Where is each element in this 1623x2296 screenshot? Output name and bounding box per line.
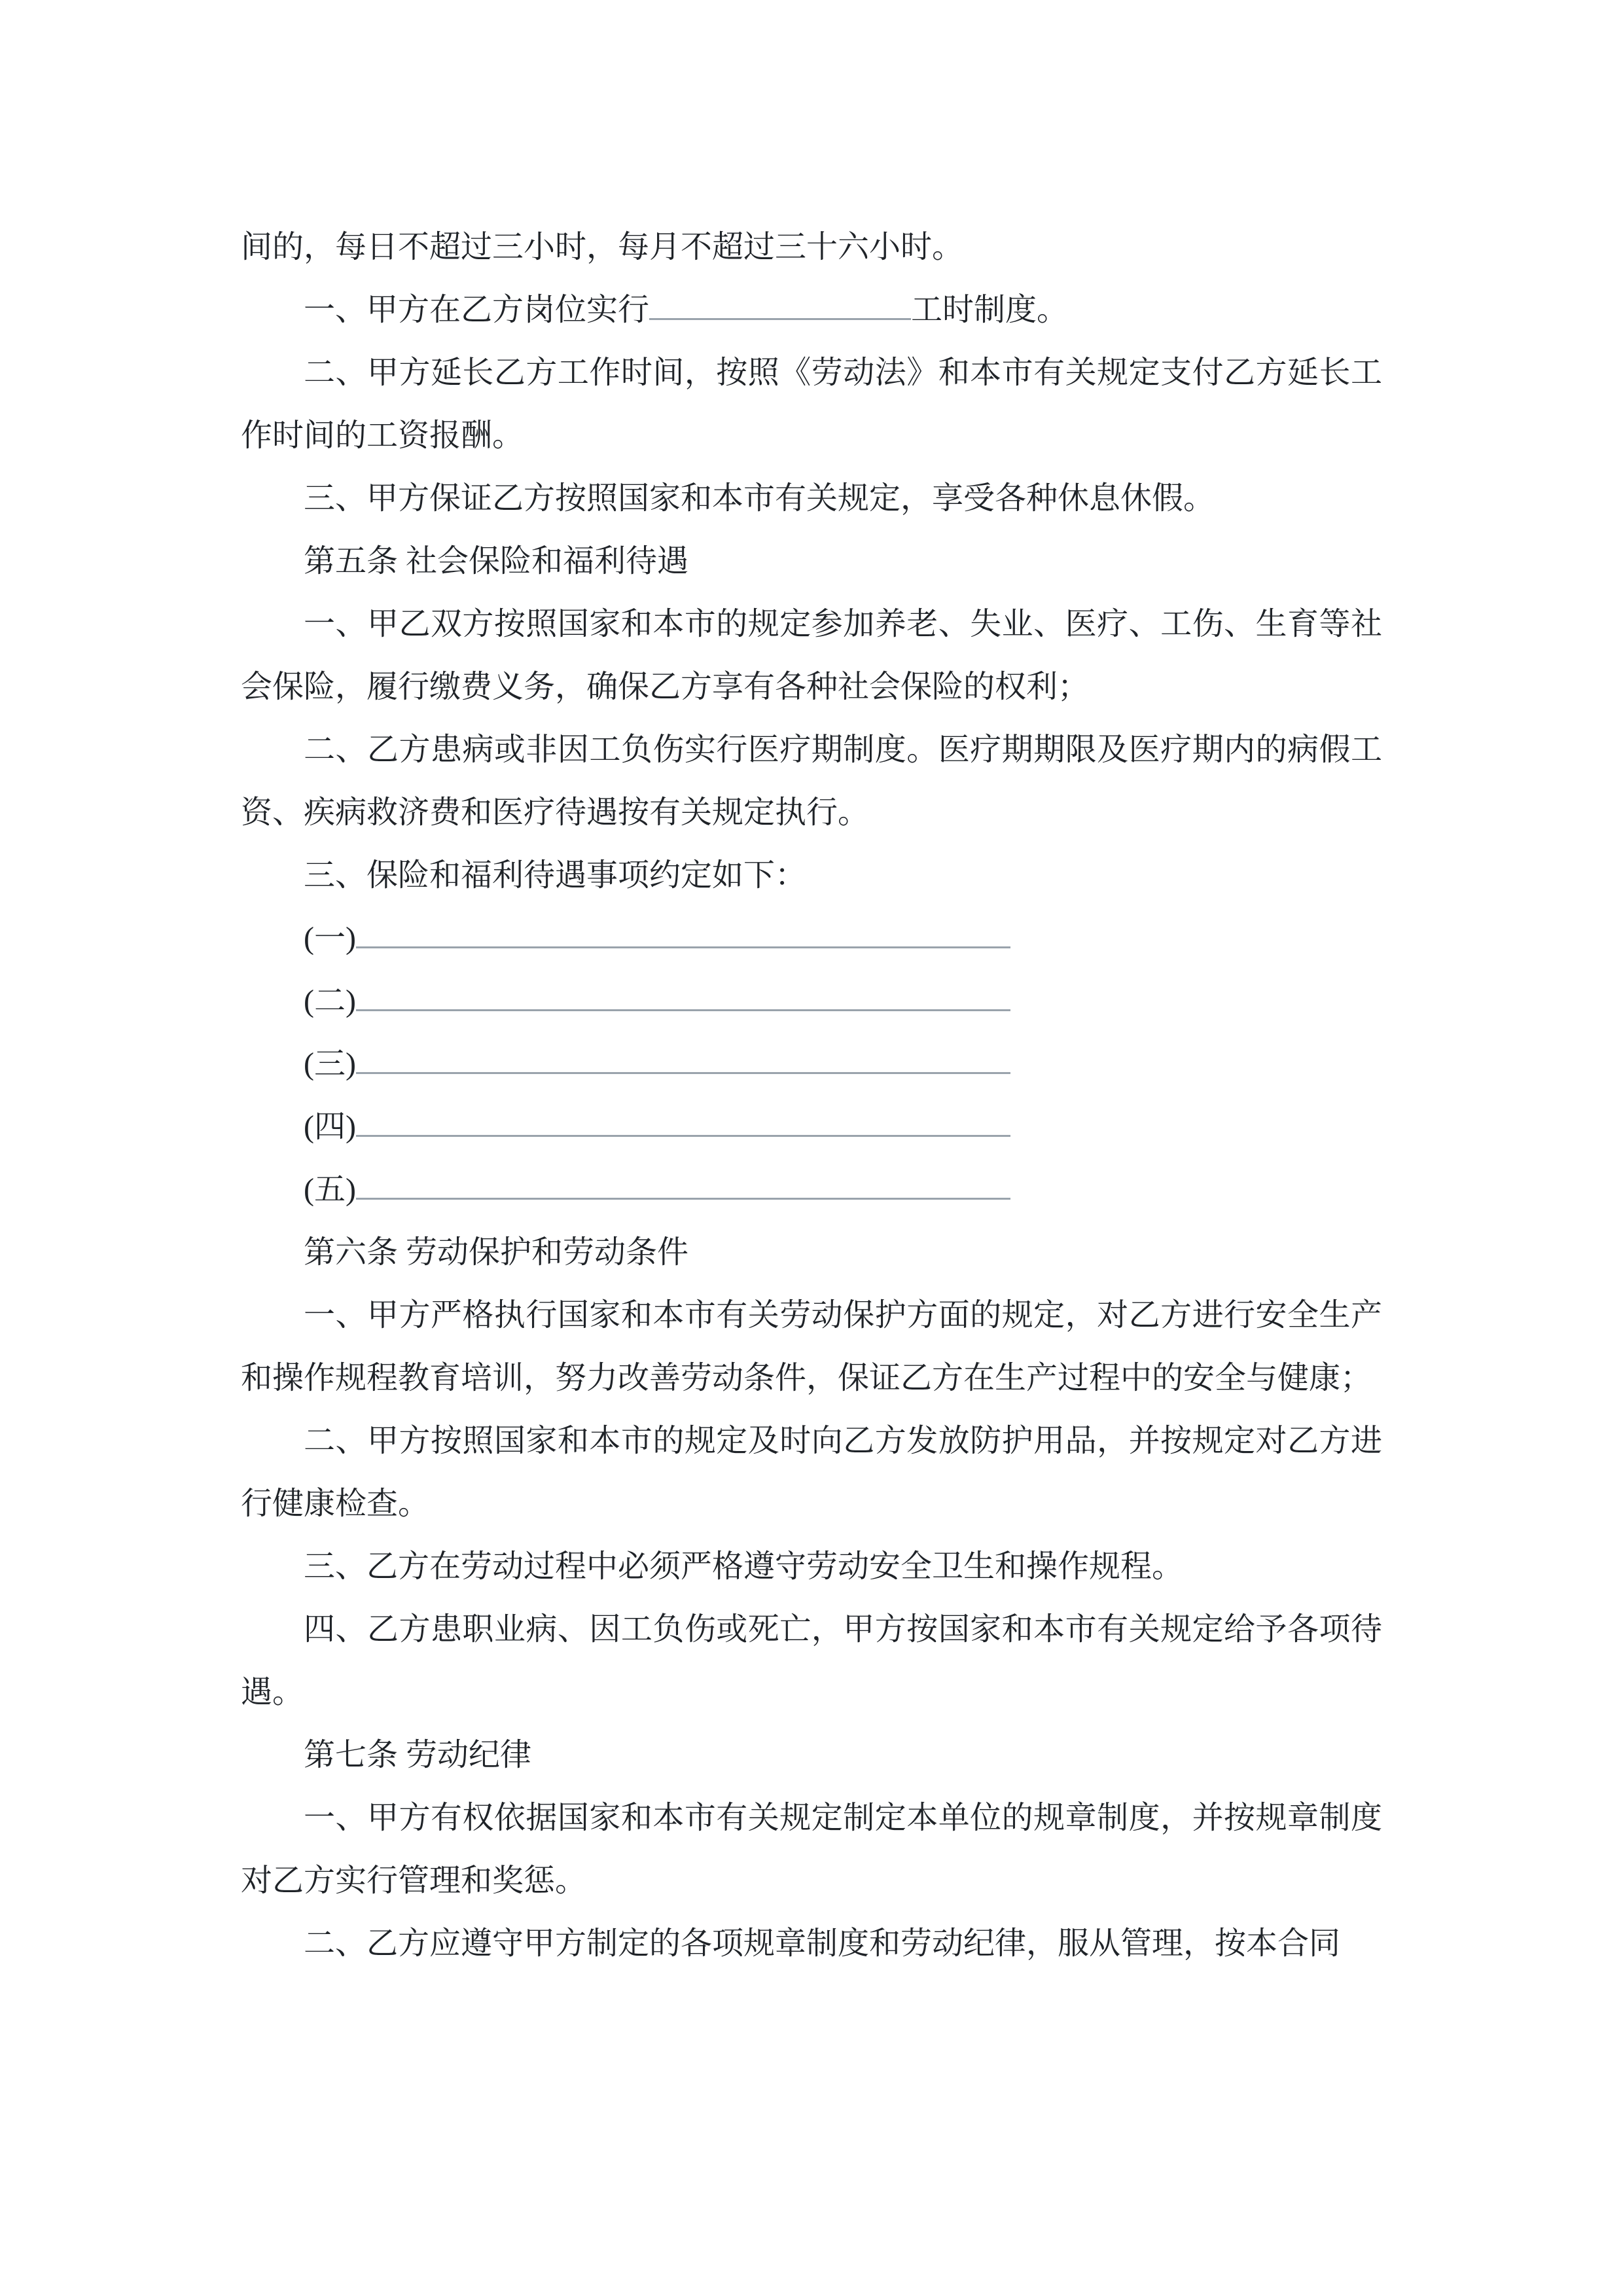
paragraph [241, 1410, 1382, 1535]
paragraph [241, 970, 1382, 1033]
text-run: 一、甲方严格执行国家和本市有关劳动保护方面的规定，对乙方进行安全生产和操作规程教育培训，努力改善劳动条件，保证乙方在生产过程中的安全与健康； [241, 1298, 1382, 1395]
text-run: 第五条 社会保险和福利待遇 [304, 544, 689, 579]
paragraph [241, 1787, 1382, 1912]
text-run: 第六条 劳动保护和劳动条件 [304, 1235, 689, 1270]
paragraph [241, 1284, 1382, 1410]
text-run: 三、乙方在劳动过程中必须严格遵守劳动安全卫生和操作规程。 [304, 1549, 1184, 1584]
text-run: 二、乙方患病或非因工负伤实行医疗期制度。医疗期期限及医疗期内的病假工资、疾病救济费和医疗待遇按有关规定执行。 [241, 732, 1382, 830]
paragraph [241, 719, 1382, 844]
text-run: 一、甲方有权依据国家和本市有关规定制定本单位的规章制度，并按规章制度对乙方实行管理和奖惩。 [241, 1801, 1382, 1898]
fill-in-blank-line [356, 1168, 1010, 1200]
paragraph [241, 593, 1382, 719]
text-run: 三、保险和福利待遇事项约定如下： [304, 858, 807, 893]
text-run: (一) [304, 921, 356, 956]
section-heading [241, 1724, 1382, 1787]
paragraph [241, 279, 1382, 342]
fill-in-blank-line [356, 1042, 1010, 1074]
text-run: (三) [304, 1047, 356, 1081]
paragraph [241, 1535, 1382, 1598]
fill-in-blank-line [356, 979, 1010, 1011]
paragraph [241, 1158, 1382, 1221]
fill-in-blank-line [356, 1105, 1010, 1137]
text-run: 工时制度。 [911, 293, 1069, 327]
text-run: 二、乙方应遵守甲方制定的各项规章制度和劳动纪律，服从管理，按本合同 [304, 1926, 1341, 1961]
paragraph [241, 216, 1382, 279]
paragraph [241, 1033, 1382, 1096]
text-run: (五) [304, 1172, 356, 1207]
paragraph [241, 844, 1382, 907]
text-run: (四) [304, 1109, 356, 1144]
text-run: (二) [304, 984, 356, 1018]
section-heading [241, 1221, 1382, 1284]
text-run: 二、甲方按照国家和本市的规定及时向乙方发放防护用品，并按规定对乙方进行健康检查。 [241, 1424, 1382, 1521]
text-run: 四、乙方患职业病、因工负伤或死亡，甲方按国家和本市有关规定给予各项待遇。 [241, 1612, 1382, 1710]
paragraph [241, 342, 1382, 467]
text-run: 三、甲方保证乙方按照国家和本市有关规定，享受各种休息休假。 [304, 481, 1215, 516]
paragraph [241, 1598, 1382, 1724]
section-heading [241, 530, 1382, 593]
text-run: 间的，每日不超过三小时，每月不超过三十六小时。 [241, 230, 964, 264]
paragraph [241, 1096, 1382, 1158]
fill-in-blank-line [356, 916, 1010, 948]
text-run: 一、甲乙双方按照国家和本市的规定参加养老、失业、医疗、工伤、生育等社会保险，履行缴费义务，确保乙方享有各种社会保险的权利； [241, 607, 1382, 704]
fill-in-blank-line [649, 288, 911, 320]
paragraph [241, 467, 1382, 530]
text-run: 第七条 劳动纪律 [304, 1738, 532, 1772]
document-body [241, 216, 1382, 1975]
paragraph [241, 1912, 1382, 1975]
text-run: 二、甲方延长乙方工作时间，按照《劳动法》和本市有关规定支付乙方延长工作时间的工资报酬。 [241, 355, 1382, 453]
text-run: 一、甲方在乙方岗位实行 [304, 293, 650, 327]
paragraph [241, 907, 1382, 970]
